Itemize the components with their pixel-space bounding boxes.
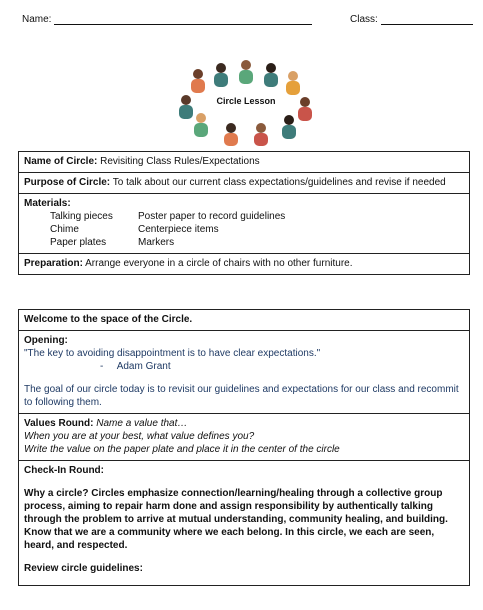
opening-author-name: Adam Grant <box>116 361 171 372</box>
welcome-text: Welcome to the space of the Circle. <box>24 314 193 325</box>
opening-dash: - <box>100 361 104 372</box>
values-line-3: Write the value on the paper plate and place it in the center of the circle <box>24 444 340 455</box>
review-guidelines-label: Review circle guidelines: <box>24 563 143 574</box>
values-label: Values Round: <box>24 418 94 429</box>
why-circle-text: Why a circle? Circles emphasize connection/learning/healing through a collective group process, aiming to repair harm done and assign responsibility by authentically talking through the problem to arrive at mutual understanding, community healing, and building. Know that we are a community where we each belong. In this circle, we each are seen, heard, and respected. <box>24 488 448 551</box>
purpose-row <box>19 173 469 194</box>
purpose-value: To talk about our current class expectations/guidelines and revise if needed <box>112 177 446 188</box>
material-item: Poster paper to record guidelines <box>138 211 286 222</box>
opening-author <box>24 360 464 373</box>
preparation-value: Arrange everyone in a circle of chairs with no other furniture. <box>85 258 353 269</box>
name-field[interactable] <box>22 14 312 25</box>
values-prompt: Name a value that… <box>96 418 188 429</box>
name-of-circle-label: Name of Circle: <box>24 156 98 167</box>
opening-row <box>19 331 469 414</box>
material-item: Centerpiece items <box>138 224 219 235</box>
class-label: Class: <box>350 14 378 25</box>
goal-text: The goal of our circle today is to revisit our guidelines and expectations for our class and recommit to following them. <box>24 384 459 408</box>
material-item: Talking pieces <box>50 211 113 222</box>
opening-label: Opening: <box>24 335 68 346</box>
lesson-table <box>18 309 470 586</box>
info-table <box>18 151 470 275</box>
name-label: Name: <box>22 14 52 25</box>
name-of-circle-row <box>19 152 469 173</box>
preparation-row <box>19 254 469 274</box>
logo-text: Circle Lesson <box>216 96 276 106</box>
checkin-row <box>19 461 469 585</box>
name-of-circle-value: Revisiting Class Rules/Expectations <box>100 156 260 167</box>
purpose-label: Purpose of Circle: <box>24 177 111 188</box>
name-line[interactable] <box>54 14 312 25</box>
values-row <box>19 414 469 461</box>
class-line[interactable] <box>381 14 473 25</box>
materials-list <box>24 210 464 249</box>
values-line-2: When you are at your best, what value defines you? <box>24 431 255 442</box>
preparation-label: Preparation: <box>24 258 83 269</box>
material-item: Chime <box>50 224 79 235</box>
opening-quote: "The key to avoiding disappointment is to have clear expectations." <box>24 348 321 359</box>
welcome-row <box>19 310 469 331</box>
class-field[interactable] <box>350 14 473 25</box>
materials-row <box>19 194 469 254</box>
header <box>22 14 474 30</box>
checkin-label: Check-In Round: <box>24 465 104 476</box>
material-item: Markers <box>138 237 175 248</box>
materials-label: Materials: <box>24 198 71 209</box>
circle-lesson-logo <box>176 56 316 148</box>
material-item: Paper plates <box>50 237 107 248</box>
